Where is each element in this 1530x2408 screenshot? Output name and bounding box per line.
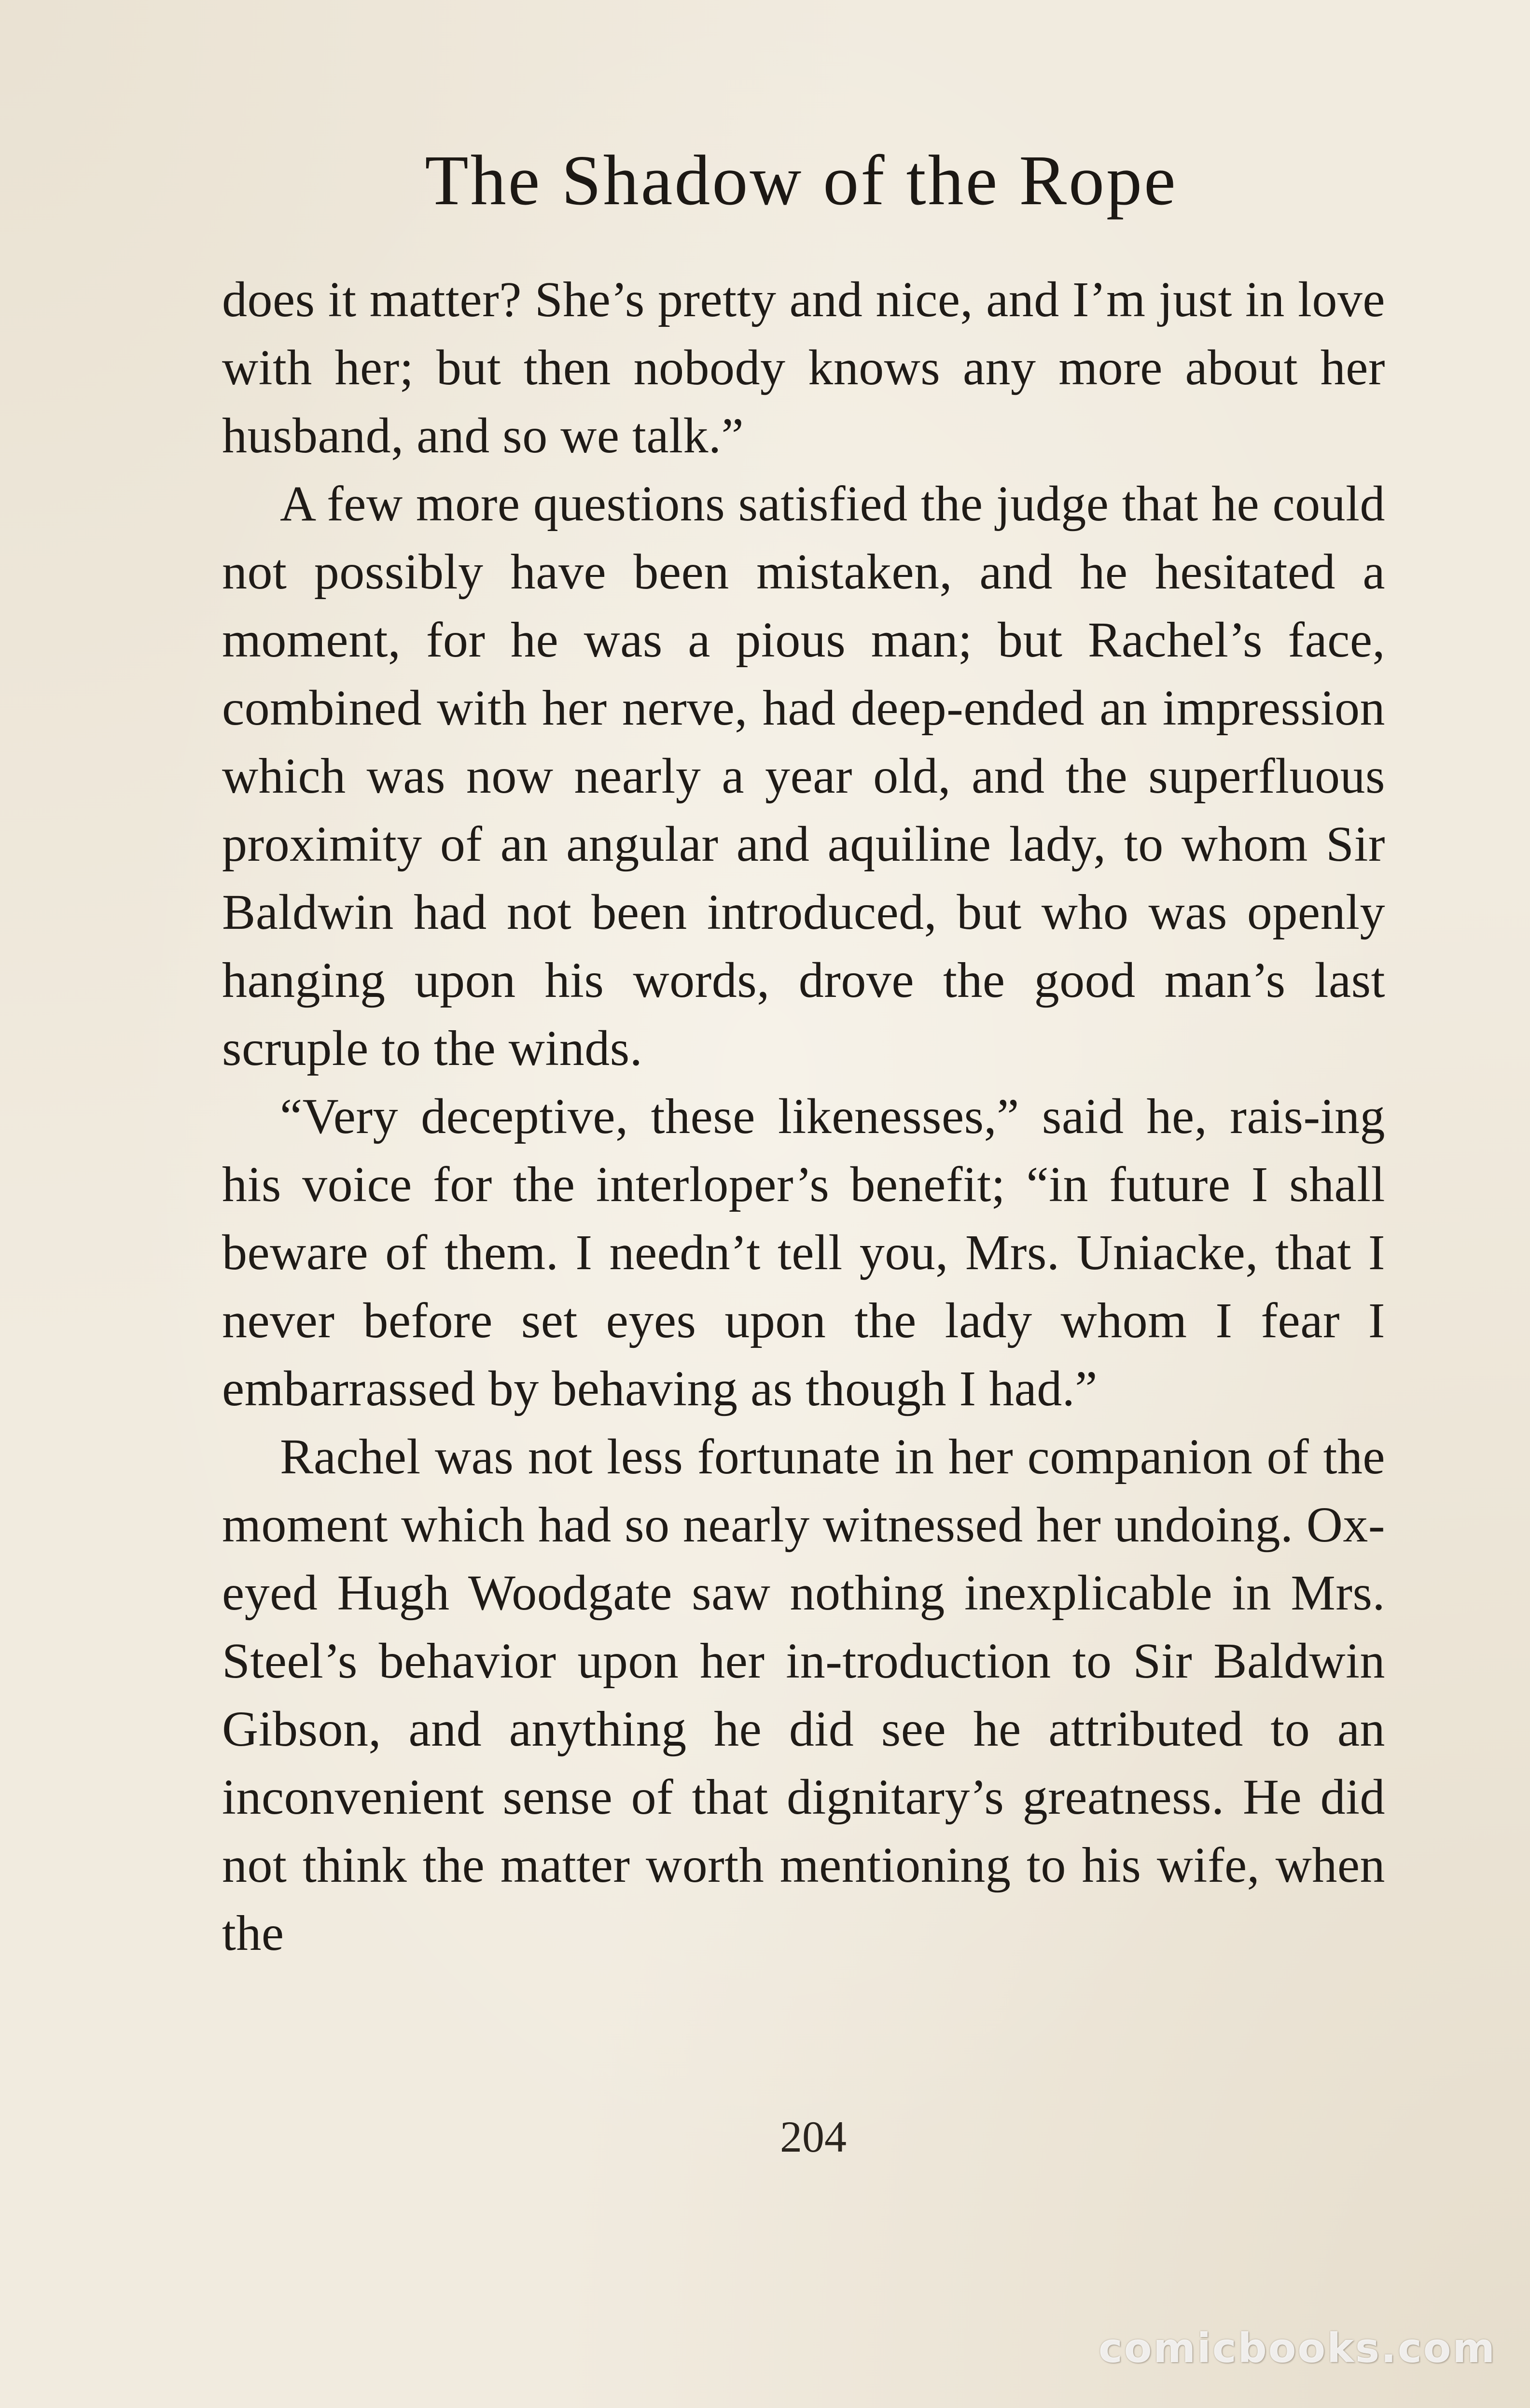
paragraph-3: “Very deceptive, these likenesses,” said he, rais-ing his voice for the interloper’s benefit; “in future I shall beware of them. I needn’t tell you, Mrs. Uniacke, that I never before set eyes upon the lady whom I fear I embarrassed by behaving as though I had.” <box>222 1089 1385 1416</box>
paragraph-2: A few more questions satisfied the judge that he could not possibly have been mistaken, and he hesitated a moment, for he was a pious man; but Rachel’s face, combined with her nerve, had deep-ended an impression which was now nearly a year old, and the superfluous proximity of an angular and aquiline lady, to whom Sir Baldwin had not been introduced, but who was openly hanging upon his words, drove the good man’s last scruple to the winds. <box>222 476 1385 1076</box>
paragraph-4: Rachel was not less fortunate in her companion of the moment which had so nearly witnessed her undoing. Ox-eyed Hugh Woodgate saw nothing inexplicable in Mrs. Steel’s behavior upon her in-troduction to Sir Baldwin Gibson, and anything he did see he attributed to an inconvenient sense of that dignitary’s greatness. He did not think the matter worth mentioning to his wife, when the <box>222 1429 1385 1961</box>
site-watermark: comicbooks.com <box>1099 2324 1496 2372</box>
paragraph-1: does it matter? She’s pretty and nice, and I’m just in love with her; but then nobody knows any more about her husband, and so we talk.” <box>222 272 1385 463</box>
running-head-title: The Shadow of the Rope <box>425 141 1178 220</box>
page-number: 204 <box>780 2112 847 2161</box>
body-text <box>222 266 1385 1967</box>
